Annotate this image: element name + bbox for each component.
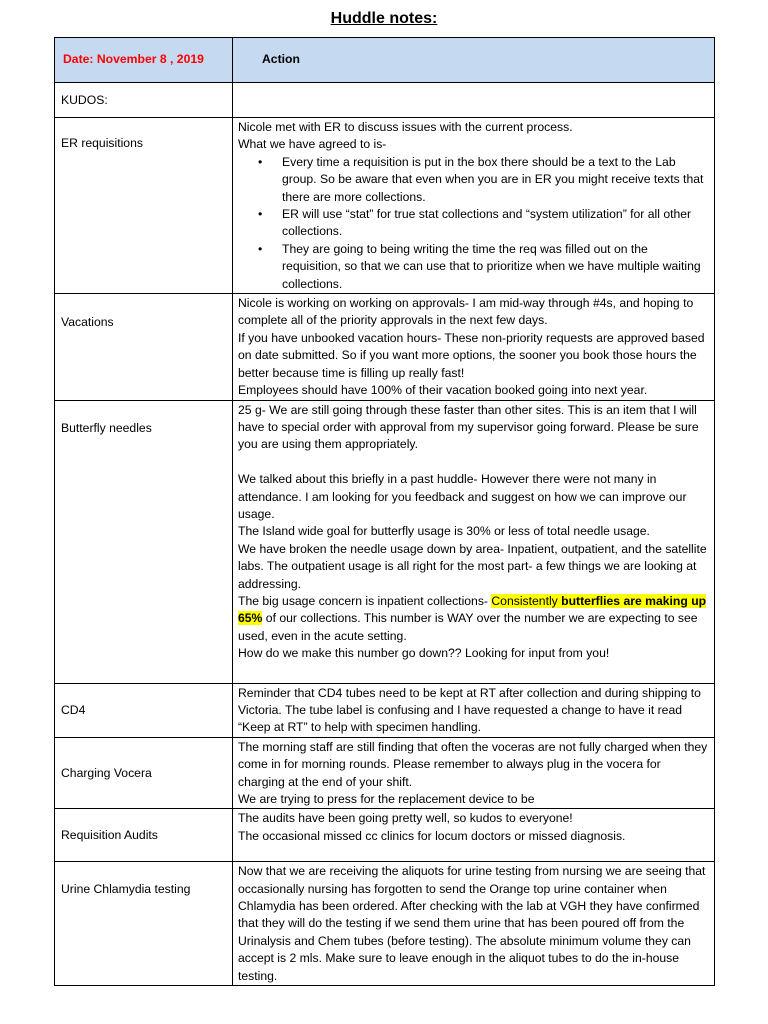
butterfly-needles-content xyxy=(233,400,715,683)
blank-line xyxy=(238,454,709,471)
highlighted-text: Consistently xyxy=(491,593,562,608)
butterfly-needles-label xyxy=(55,400,233,683)
table-row xyxy=(55,83,715,118)
er-requisitions-content xyxy=(233,118,715,294)
table-row xyxy=(55,294,715,400)
vacations-label xyxy=(55,294,233,400)
paragraph: The morning staff are still finding that often the voceras are not fully charged when they come in for morning rounds. Please remember to always plug in the vocera for charging at the end of your shift. xyxy=(238,739,708,789)
paragraph: Nicole is working on working on approvals- I am mid-way through #4s, and hoping to complete all of the priority approvals in the next few days. xyxy=(238,296,694,328)
bullet-list xyxy=(238,154,709,293)
document-title: Huddle notes: xyxy=(330,10,438,27)
row-label-text: Vacations xyxy=(61,315,114,330)
cd4-label: CD4 xyxy=(55,683,233,737)
paragraph: The Island wide goal for butterfly usage is 30% or less of total needle usage. xyxy=(238,524,650,539)
urine-chlamydia-content: Now that we are receiving the aliquots for urine testing from nursing we are seeing that occasionally nursing has forgotten to send the Orange top urine container when Chlamydia has been ordered. After checking with the lab at VGH they have confirmed that they will do the testing if we send them urine that has been poured off from the Urinalysis and Chem tubes (before testing). The absolute minimum volume they can accept is 2 mls. Make sure to leave enough in the aliquot tubes to do the in-house testing. xyxy=(233,862,715,986)
highlighted-bold-text: butterflies are making up 65% xyxy=(238,593,707,626)
list-item: • ER will use “stat” for true stat collections and “system utilization” for all other collections. xyxy=(282,206,709,241)
paragraph xyxy=(238,593,709,645)
paragraph: We are trying to press for the replacement device to be xyxy=(238,792,535,807)
paragraph: 25 g- We are still going through these faster than other sites. This is an item that I will have to special order with approval from my supervisor going forward. Please be sure you are using them appropriately. xyxy=(238,402,699,452)
paragraph: The occasional missed cc clinics for locum doctors or missed diagnosis. xyxy=(238,828,626,843)
table-row xyxy=(55,400,715,683)
paragraph: Employees should have 100% of their vacation booked going into next year. xyxy=(238,383,648,398)
paragraph: How do we make this number go down?? Looking for input from you! xyxy=(238,646,610,661)
charging-vocera-label: Charging Vocera xyxy=(55,737,233,809)
urine-chlamydia-label xyxy=(55,862,233,986)
cd4-content: Reminder that CD4 tubes need to be kept at RT after collection and during shipping to Victoria. The tube label is confusing and I have requested a change to have it read “Keep at RT” to help with specimen handling. xyxy=(233,683,715,737)
text-run: The big usage concern is inpatient collections- xyxy=(238,593,492,608)
table-row xyxy=(55,683,715,737)
table-row xyxy=(55,737,715,809)
table-row xyxy=(55,118,715,294)
date-cell: Date: November 8 , 2019 xyxy=(55,38,233,83)
paragraph: What we have agreed to is- xyxy=(238,137,387,152)
huddle-notes-table xyxy=(54,37,715,986)
requisition-audits-label: Requisition Audits xyxy=(55,809,233,862)
paragraph: Nicole met with ER to discuss issues with the current process. xyxy=(238,120,573,134)
kudos-content xyxy=(233,83,715,118)
list-item: • They are going to being writing the time the req was filled out on the requisition, so that we can use that to prioritize when we have multiple waiting collections. xyxy=(282,241,709,293)
row-label-text: ER requisitions xyxy=(61,136,143,150)
vacations-content xyxy=(233,294,715,400)
table-row xyxy=(55,862,715,986)
paragraph: We talked about this briefly in a past huddle- However there were not many in attendance. I am looking for you feedback and suggest on how we can improve our usage. xyxy=(238,472,687,521)
table-row xyxy=(55,809,715,862)
paragraph: If you have unbooked vacation hours- These non-priority requests are approved based on date submitted. So if you want more options, the sooner you book those hours the better because time is filling up really fast! xyxy=(238,330,705,380)
list-item: • Every time a requisition is put in the box there should be a text to the Lab group. So be aware that even when you are in ER you might receive texts that there are more collections. xyxy=(282,154,709,206)
action-header: Action xyxy=(233,38,715,83)
requisition-audits-content xyxy=(233,809,715,862)
table-header-row xyxy=(55,38,715,83)
kudos-label: KUDOS: xyxy=(55,83,233,118)
paragraph: The audits have been going pretty well, so kudos to everyone! xyxy=(238,811,573,826)
paragraph: We have broken the needle usage down by area- Inpatient, outpatient, and the satellite labs. The outpatient usage is all right for the most part- a few things we are looking at addressing. xyxy=(238,541,707,591)
row-label-text: Urine Chlamydia testing xyxy=(61,882,191,897)
charging-vocera-content xyxy=(233,737,715,809)
er-requisitions-label xyxy=(55,118,233,294)
row-label-text: Butterfly needles xyxy=(61,420,152,435)
text-run: of our collections. This number is WAY over the number we are expecting to see used, even in the acute setting. xyxy=(238,611,698,643)
